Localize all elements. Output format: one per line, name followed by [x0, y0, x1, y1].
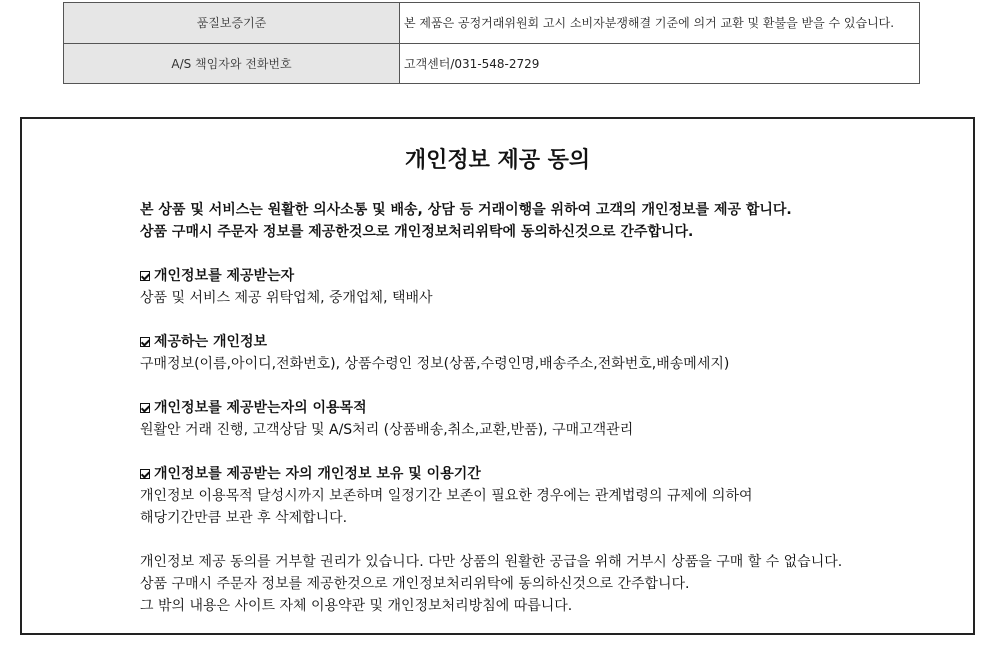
quality-guarantee-label: 품질보증기준 — [64, 3, 400, 44]
product-info-table — [63, 2, 920, 84]
section-text: 상품 및 서비스 제공 위탁업체, 중개업체, 택배사 — [140, 290, 433, 306]
section-recipient — [140, 265, 960, 309]
intro-line: 상품 구매시 주문자 정보를 제공한것으로 개인정보처리위탁에 동의하신것으로 간주합니다. — [140, 224, 694, 240]
section-purpose — [140, 397, 960, 441]
section-text: 개인정보 이용목적 달성시까지 보존하며 일정기간 보존이 필요한 경우에는 관계법령의 규제에 의하여 — [140, 488, 753, 504]
section-provided-info — [140, 331, 960, 375]
checkbox-checked-icon — [140, 403, 150, 413]
consent-content — [140, 199, 960, 617]
privacy-consent-box — [20, 117, 975, 635]
table-row — [64, 3, 920, 44]
section-text: 구매정보(이름,아이디,전화번호), 상품수령인 정보(상품,수령인명,배송주소,전화번호,배송메세지) — [140, 356, 730, 372]
consent-intro — [140, 199, 960, 243]
as-contact-label: A/S 책임자와 전화번호 — [64, 43, 400, 84]
section-heading: 개인정보를 제공받는 자의 개인정보 보유 및 이용기간 — [154, 466, 481, 482]
closing-line: 그 밖의 내용은 사이트 자체 이용약관 및 개인정보처리방침에 따릅니다. — [140, 598, 573, 614]
checkbox-checked-icon — [140, 337, 150, 347]
table-row — [64, 43, 920, 84]
section-heading: 제공하는 개인정보 — [154, 334, 268, 350]
consent-title: 개인정보 제공 동의 — [404, 148, 591, 173]
as-contact-value: 고객센터/031-548-2729 — [400, 43, 920, 84]
section-text: 해당기간만큼 보관 후 삭제합니다. — [140, 510, 348, 526]
section-retention — [140, 463, 960, 529]
section-text: 원활안 거래 진행, 고객상담 및 A/S처리 (상품배송,취소,교환,반품), 구매고객관리 — [140, 422, 634, 438]
closing-line: 상품 구매시 주문자 정보를 제공한것으로 개인정보처리위탁에 동의하신것으로 간주합니다. — [140, 576, 690, 592]
intro-line: 본 상품 및 서비스는 원활한 의사소통 및 배송, 상담 등 거래이행을 위하여 고객의 개인정보를 제공 합니다. — [140, 202, 792, 218]
section-heading: 개인정보를 제공받는자 — [154, 268, 295, 284]
quality-guarantee-value: 본 제품은 공정거래위원회 고시 소비자분쟁해결 기준에 의거 교환 및 환불을 받을 수 있습니다. — [400, 3, 920, 44]
section-heading: 개인정보를 제공받는자의 이용목적 — [154, 400, 367, 416]
checkbox-checked-icon — [140, 469, 150, 479]
consent-closing — [140, 551, 960, 617]
closing-line: 개인정보 제공 동의를 거부할 권리가 있습니다. 다만 상품의 원활한 공급을 위해 거부시 상품을 구매 할 수 없습니다. — [140, 554, 843, 570]
checkbox-checked-icon — [140, 271, 150, 281]
